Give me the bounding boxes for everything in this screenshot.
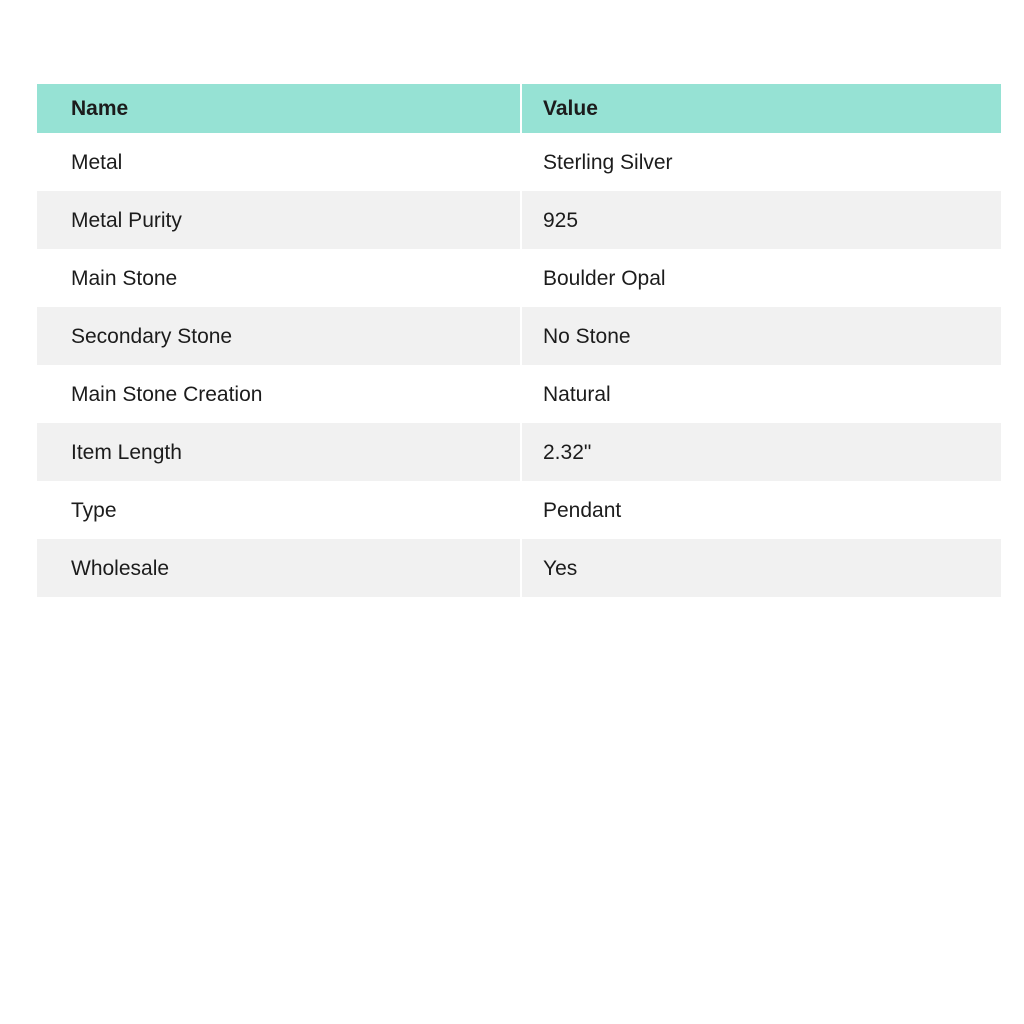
spec-name-cell: Metal Purity — [37, 191, 522, 249]
spec-name-cell: Secondary Stone — [37, 307, 522, 365]
table-row — [37, 307, 1001, 365]
table-row — [37, 249, 1001, 307]
spec-name-cell: Metal — [37, 133, 522, 191]
spec-value-cell: 925 — [543, 208, 579, 232]
table-header-row — [37, 84, 1001, 133]
table-row — [37, 539, 1001, 597]
spec-value-cell: No Stone — [543, 324, 631, 348]
spec-name-cell: Wholesale — [37, 539, 522, 597]
header-value-cell: Value — [543, 97, 598, 120]
spec-value-cell: Boulder Opal — [543, 266, 666, 290]
table-row — [37, 423, 1001, 481]
spec-value-cell: Sterling Silver — [543, 150, 673, 174]
table-row — [37, 481, 1001, 539]
spec-value-cell: 2.32" — [543, 440, 592, 464]
spec-name-cell: Type — [37, 481, 522, 539]
table-row — [37, 365, 1001, 423]
table-row — [37, 191, 1001, 249]
spec-value-cell: Yes — [543, 556, 578, 580]
spec-name-cell: Main Stone — [37, 249, 522, 307]
spec-value-cell: Pendant — [543, 498, 622, 522]
spec-table — [37, 84, 1001, 597]
header-name-cell: Name — [37, 84, 522, 133]
table-row — [37, 133, 1001, 191]
spec-name-cell: Main Stone Creation — [37, 365, 522, 423]
spec-name-cell: Item Length — [37, 423, 522, 481]
spec-value-cell: Natural — [543, 382, 611, 406]
